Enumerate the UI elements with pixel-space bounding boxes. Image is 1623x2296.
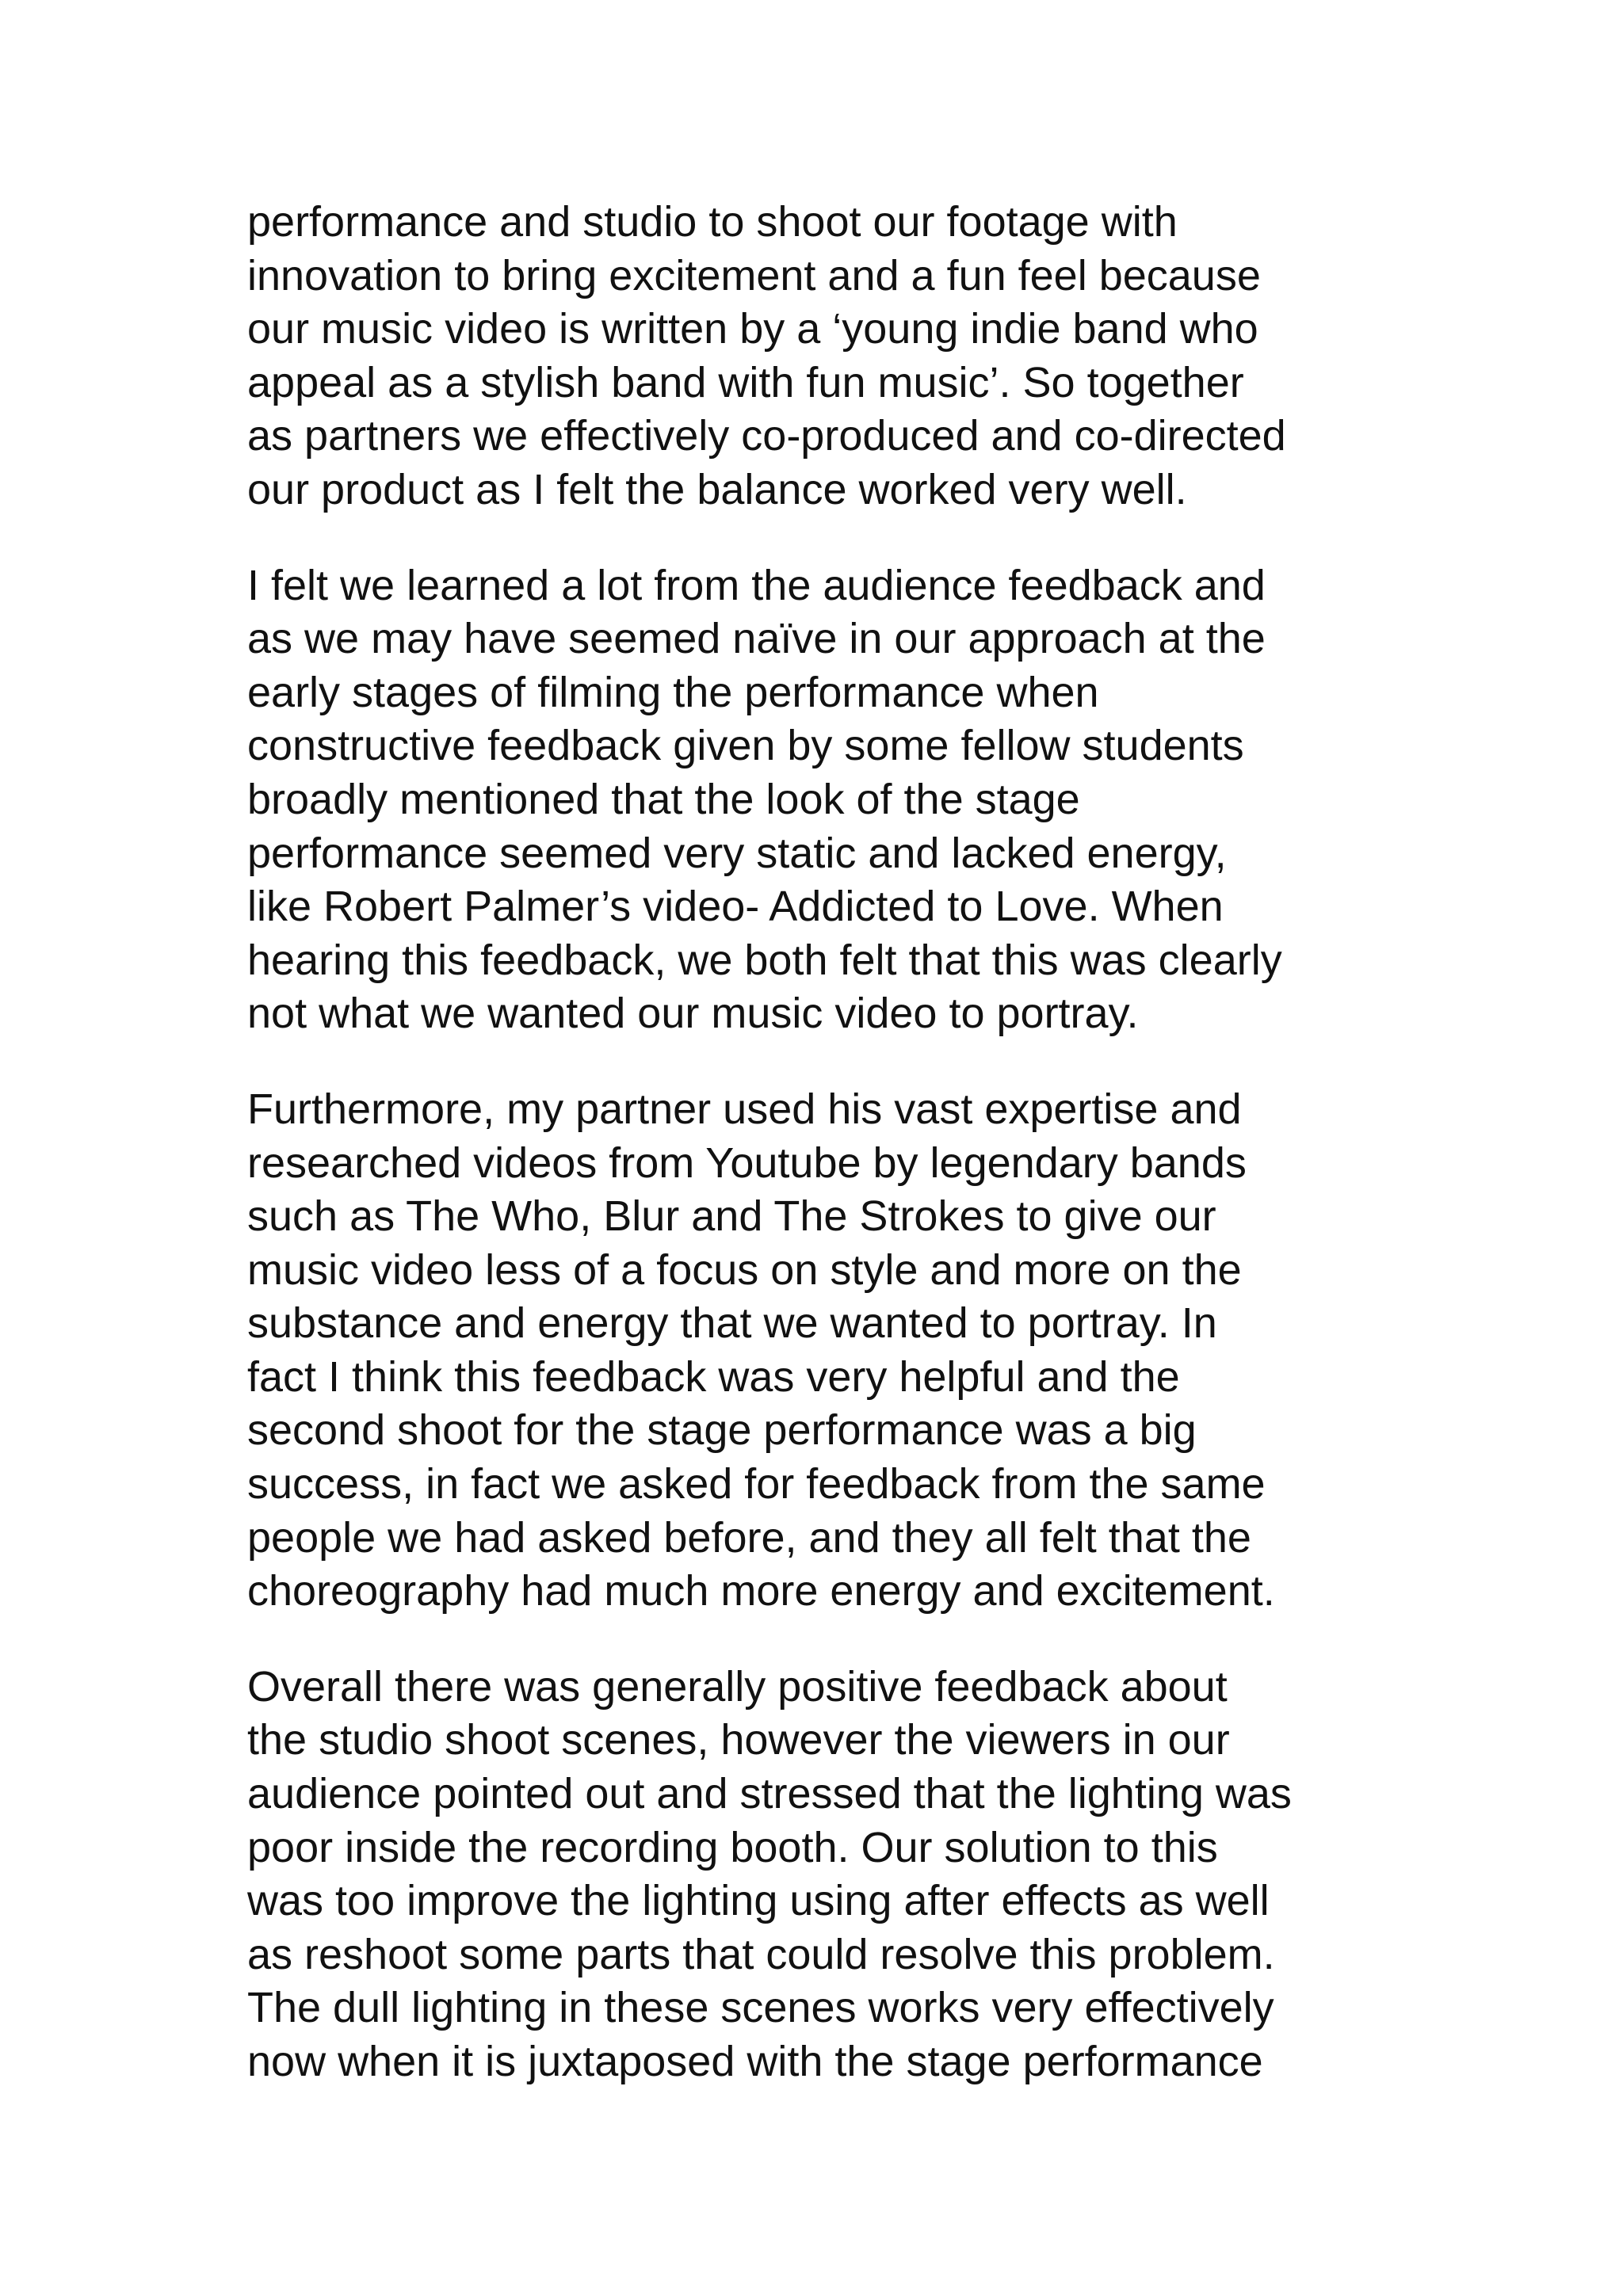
text-line: early stages of filming the performance when — [247, 668, 1099, 716]
text-line: audience pointed out and stressed that the lighting was — [247, 1770, 1292, 1818]
text-line: fact I think this feedback was very helpful and the — [247, 1352, 1180, 1401]
text-line: broadly mentioned that the look of the stage — [247, 775, 1080, 823]
body-text — [247, 196, 1404, 2131]
text-line: such as The Who, Blur and The Strokes to give our — [247, 1192, 1216, 1241]
text-line: innovation to bring excitement and a fun feel because — [247, 251, 1261, 299]
text-line: substance and energy that we wanted to portray. In — [247, 1299, 1217, 1348]
text-line: our music video is written by a ‘young indie band who — [247, 305, 1258, 353]
paragraph-1 — [247, 196, 1404, 517]
text-line: people we had asked before, and they all felt that the — [247, 1513, 1251, 1562]
text-line: as partners we effectively co-produced and co-directed — [247, 412, 1286, 460]
text-line: The dull lighting in these scenes works very effectively — [247, 1984, 1274, 2032]
text-line: like Robert Palmer’s video- Addicted to Love. When — [247, 883, 1224, 931]
text-line: not what we wanted our music video to portray. — [247, 990, 1139, 1038]
text-line: constructive feedback given by some fellow students — [247, 722, 1244, 770]
text-line: Furthermore, my partner used his vast expertise and — [247, 1085, 1242, 1133]
text-line: now when it is juxtaposed with the stage performance — [247, 2038, 1263, 2085]
text-line: performance seemed very static and lacked energy, — [247, 829, 1227, 877]
text-line: choreography had much more energy and excitement. — [247, 1567, 1275, 1615]
text-line: appeal as a stylish band with fun music’. So together — [247, 358, 1244, 406]
text-line: hearing this feedback, we both felt that this was clearly — [247, 936, 1282, 984]
text-line: was too improve the lighting using after effects as well — [247, 1877, 1270, 1925]
text-line: I felt we learned a lot from the audience feedback and — [247, 561, 1266, 609]
text-line: Overall there was generally positive feedback about — [247, 1662, 1228, 1711]
text-line: poor inside the recording booth. Our solution to this — [247, 1823, 1218, 1871]
text-line: performance and studio to shoot our footage with — [247, 198, 1178, 246]
text-line: the studio shoot scenes, however the viewers in our — [247, 1716, 1230, 1764]
text-line: success, in fact we asked for feedback from the same — [247, 1460, 1266, 1508]
paragraph-3 — [247, 1083, 1404, 1619]
text-line: music video less of a focus on style and more on the — [247, 1245, 1242, 1294]
text-line: researched videos from Youtube by legendary bands — [247, 1138, 1247, 1187]
paragraph-2 — [247, 559, 1404, 1041]
text-line: second shoot for the stage performance was a big — [247, 1406, 1197, 1455]
text-line: our product as I felt the balance worked very well. — [247, 465, 1187, 513]
text-line: as we may have seemed naïve in our approach at the — [247, 615, 1266, 663]
text-line: as reshoot some parts that could resolve this problem. — [247, 1930, 1275, 1978]
paragraph-4 — [247, 1661, 1404, 2089]
